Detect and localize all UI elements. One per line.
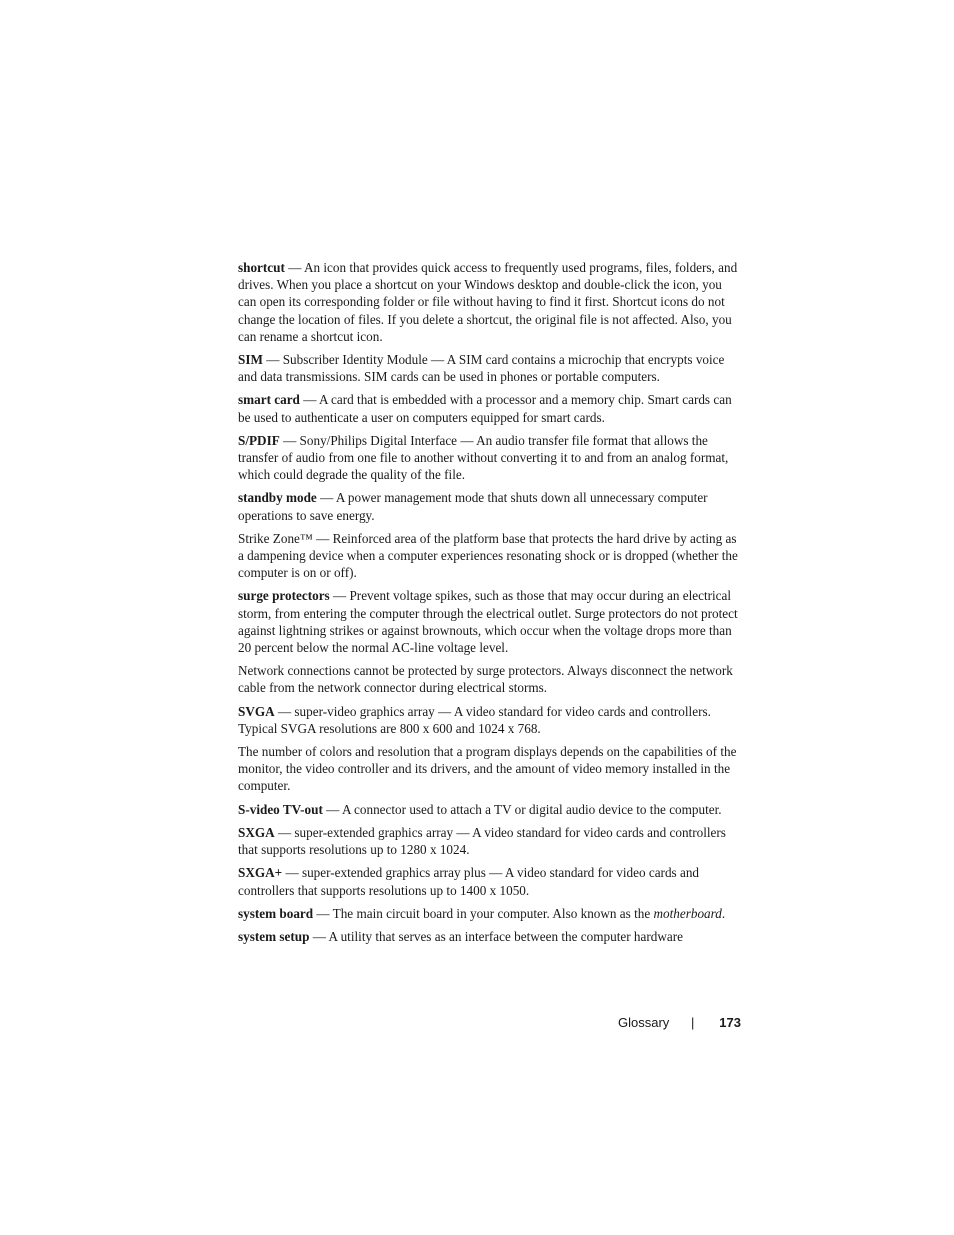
term: SVGA	[238, 703, 275, 719]
footer-section-title: Glossary	[618, 1015, 670, 1030]
glossary-paragraph-surge-note: Network connections cannot be protected by surge protectors. Always disconnect the network cable from the network connector during electrical storms.	[238, 663, 733, 696]
footer-divider: |	[691, 1015, 695, 1030]
definition: Subscriber Identity Module — A SIM card contains a microchip that encrypts voice and data transmissions. SIM cards can be used in phones or portable computers.	[238, 352, 725, 385]
definition: A utility that serves as an interface between the computer hardware	[328, 928, 683, 944]
glossary-entry-system-board: system board — The main circuit board in your computer. Also known as the motherboard.	[238, 905, 726, 921]
glossary-entry-system-setup: system setup — A utility that serves as an interface between the computer hardware	[238, 928, 683, 944]
term: surge protectors	[238, 588, 330, 604]
term: smart card	[238, 392, 300, 408]
glossary-entry-standby-mode: standby mode — A power management mode that shuts down all unnecessary computer operations to save energy.	[238, 490, 708, 523]
glossary-entry-shortcut: shortcut — An icon that provides quick access to frequently used programs, files, folders, and drives. When you place a shortcut on your Windows desktop and double-click the icon, you can open its corresponding folder or file without having to find it first. Shortcut icons do not change the location of files. If you delete a shortcut, the original file is not affected. Also, you can rename a shortcut icon.	[238, 260, 738, 344]
term: standby mode	[238, 490, 317, 506]
definition: The main circuit board in your computer. Also known as the	[332, 905, 651, 921]
definition: Prevent voltage spikes, such as those that may occur during an electrical storm, from entering the computer through the electrical outlet. Surge protectors do not protect against lightning strikes or against brownouts, which occur when the voltage drops more than 20 percent below the normal AC-line voltage level.	[238, 588, 738, 656]
glossary-entry-s-video: S-video TV-out — A connector used to attach a TV or digital audio device to the computer.	[238, 801, 722, 817]
definition: A connector used to attach a TV or digital audio device to the computer.	[341, 801, 722, 817]
definition: super-extended graphics array — A video standard for video cards and controllers that supports resolutions up to 1280 x 1024.	[238, 824, 726, 858]
glossary-entry-strike-zone: Strike Zone™ — Reinforced area of the platform base that protects the hard drive by acting as a dampening device when a computer experiences resonating shock or is dropped (whether the computer is on or off).	[238, 530, 738, 581]
term: shortcut	[238, 260, 285, 275]
definition: An icon that provides quick access to frequently used programs, files, folders, and drives. When you place a shortcut on your Windows desktop and double-click the icon, you can open its corresponding folder or file without having to find it first. Shortcut icons do not change the location of files. If you delete a shortcut, the original file is not affected. Also, you can rename a shortcut icon.	[238, 260, 738, 344]
term: SIM	[238, 352, 263, 368]
glossary-entry-surge-protectors: surge protectors — Prevent voltage spikes, such as those that may occur during an electrical storm, from entering the computer through the electrical outlet. Surge protectors do not protect against lightning strikes or against brownouts, which occur when the voltage drops more than 20 percent below the normal AC-line voltage level.	[238, 588, 738, 656]
definition: A card that is embedded with a processor and a memory chip. Smart cards can be used to authenticate a user on computers equipped for smart cards.	[238, 392, 732, 425]
definition: A power management mode that shuts down all unnecessary computer operations to save energy.	[238, 490, 708, 523]
term: system board	[238, 905, 314, 921]
glossary-entry-sim: SIM — Subscriber Identity Module — A SIM card contains a microchip that encrypts voice and data transmissions. SIM cards can be used in phones or portable computers.	[238, 352, 725, 385]
page-number: 173	[719, 1015, 741, 1030]
term: SXGA	[238, 824, 275, 840]
page-footer	[600, 1015, 741, 1035]
definition: super-video graphics array — A video standard for video cards and controllers. Typical SVGA resolutions are 800 x 600 and 1024 x 768.	[238, 703, 711, 736]
term: S-video TV-out	[238, 801, 323, 817]
term: S/PDIF	[238, 432, 280, 448]
glossary-entry-smart-card: smart card — A card that is embedded with a processor and a memory chip. Smart cards can be used to authenticate a user on computers equipped for smart cards.	[238, 392, 732, 425]
glossary-entry-spdif: S/PDIF — Sony/Philips Digital Interface — An audio transfer file format that allows the transfer of audio from one file to another without converting it to and from an analog format, which could degrade the quality of the file.	[238, 432, 729, 483]
term: system setup	[238, 928, 310, 944]
term: SXGA+	[238, 865, 283, 881]
definition: Reinforced area of the platform base that protects the hard drive by acting as a dampening device when a computer experiences resonating shock or is dropped (whether the computer is on or off).	[238, 530, 738, 581]
glossary-paragraph-svga-note: The number of colors and resolution that a program displays depends on the capabilities of the monitor, the video controller and its drivers, and the amount of video memory installed in the computer.	[238, 744, 737, 794]
glossary-entry-sxga: SXGA — super-extended graphics array — A video standard for video cards and controllers that supports resolutions up to 1280 x 1024.	[238, 824, 726, 858]
definition-italic: motherboard	[653, 905, 722, 921]
glossary-entry-svga: SVGA — super-video graphics array — A video standard for video cards and controllers. Typical SVGA resolutions are 800 x 600 and 1024 x 768.	[238, 703, 711, 736]
definition: super-extended graphics array plus — A video standard for video cards and controllers that supports resolutions up to 1400 x 1050.	[238, 865, 700, 898]
term: Strike Zone™	[238, 530, 313, 546]
glossary-entry-sxga-plus: SXGA+ — super-extended graphics array plus — A video standard for video cards and controllers that supports resolutions up to 1400 x 1050.	[238, 865, 700, 898]
definition: Sony/Philips Digital Interface — An audio transfer file format that allows the transfer of audio from one file to another without converting it to and from an analog format, which could degrade the quality of the file.	[238, 432, 729, 483]
glossary-content	[238, 259, 740, 951]
